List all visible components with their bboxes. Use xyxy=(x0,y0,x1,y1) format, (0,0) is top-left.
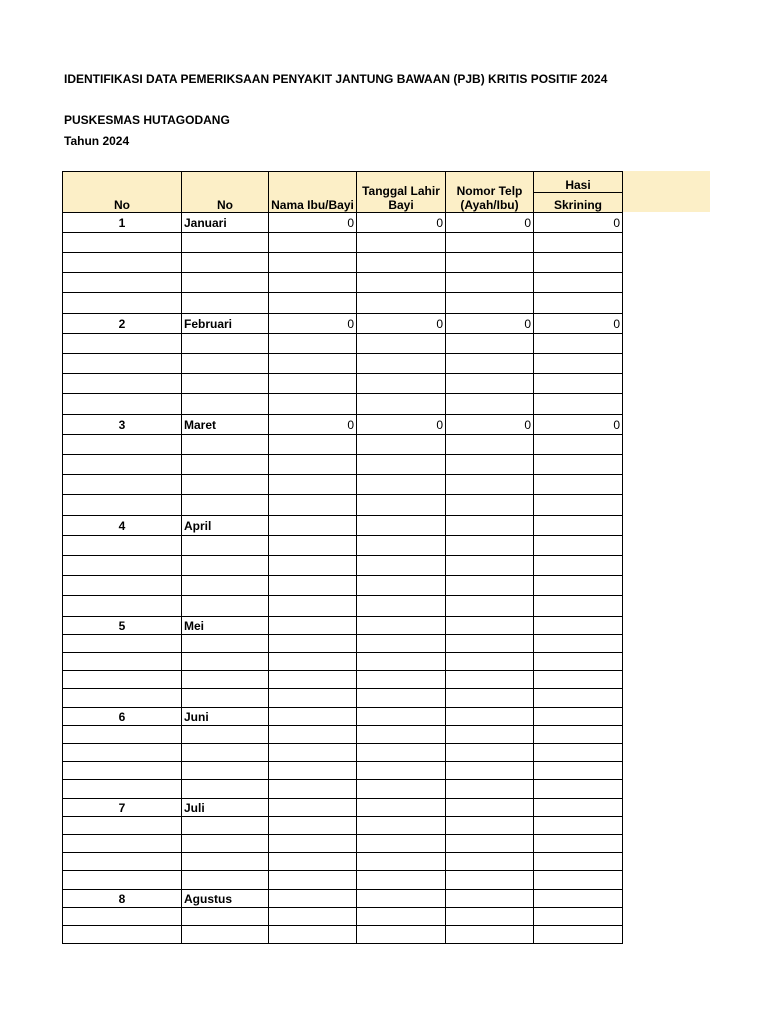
cell-empty[interactable] xyxy=(269,556,357,576)
header-birth-date: Tanggal Lahir Bayi xyxy=(357,172,446,213)
cell-empty[interactable] xyxy=(182,635,269,653)
table-body xyxy=(63,213,623,944)
cell-empty[interactable] xyxy=(182,744,269,762)
cell-empty[interactable] xyxy=(63,536,182,556)
cell-empty[interactable] xyxy=(446,435,534,455)
cell-empty[interactable] xyxy=(182,689,269,708)
cell-empty[interactable] xyxy=(446,596,534,617)
cell-empty[interactable] xyxy=(446,780,534,799)
cell-empty[interactable] xyxy=(534,926,623,944)
cell-no[interactable]: 4 xyxy=(63,516,182,536)
cell-value[interactable] xyxy=(446,708,534,726)
table-row xyxy=(63,596,623,617)
cell-empty[interactable] xyxy=(269,853,357,871)
cell-empty[interactable] xyxy=(63,334,182,354)
cell-empty[interactable] xyxy=(357,853,446,871)
cell-empty[interactable] xyxy=(63,817,182,835)
cell-empty[interactable] xyxy=(182,475,269,495)
cell-empty[interactable] xyxy=(534,475,623,495)
table-row-month xyxy=(63,617,623,635)
cell-empty[interactable] xyxy=(63,556,182,576)
cell-empty[interactable] xyxy=(446,455,534,475)
cell-empty[interactable] xyxy=(357,726,446,744)
cell-empty[interactable] xyxy=(357,475,446,495)
cell-value[interactable]: 0 xyxy=(534,314,623,334)
cell-empty[interactable] xyxy=(357,653,446,671)
cell-empty[interactable] xyxy=(534,908,623,926)
cell-empty[interactable] xyxy=(63,908,182,926)
cell-empty[interactable] xyxy=(182,908,269,926)
cell-empty[interactable] xyxy=(63,374,182,394)
cell-value[interactable] xyxy=(534,516,623,536)
cell-empty[interactable] xyxy=(357,780,446,799)
cell-empty[interactable] xyxy=(357,253,446,273)
cell-empty[interactable] xyxy=(269,596,357,617)
cell-empty[interactable] xyxy=(446,253,534,273)
cell-no[interactable]: 5 xyxy=(63,617,182,635)
cell-empty[interactable] xyxy=(269,780,357,799)
cell-empty[interactable] xyxy=(446,536,534,556)
cell-empty[interactable] xyxy=(446,835,534,853)
cell-empty[interactable] xyxy=(534,253,623,273)
cell-month[interactable]: Mei xyxy=(182,617,269,635)
cell-empty[interactable] xyxy=(534,726,623,744)
cell-empty[interactable] xyxy=(182,556,269,576)
cell-empty[interactable] xyxy=(269,253,357,273)
cell-empty[interactable] xyxy=(63,253,182,273)
cell-value[interactable] xyxy=(357,799,446,817)
table-row xyxy=(63,726,623,744)
header-phone: Nomor Telp (Ayah/Ibu) xyxy=(446,172,534,213)
cell-empty[interactable] xyxy=(446,853,534,871)
cell-empty[interactable] xyxy=(357,273,446,293)
cell-empty[interactable] xyxy=(357,596,446,617)
cell-empty[interactable] xyxy=(182,394,269,415)
cell-empty[interactable] xyxy=(446,334,534,354)
cell-empty[interactable] xyxy=(182,536,269,556)
table-row-month xyxy=(63,516,623,536)
table-row xyxy=(63,475,623,495)
cell-empty[interactable] xyxy=(182,273,269,293)
cell-value[interactable]: 0 xyxy=(357,213,446,233)
table-row xyxy=(63,273,623,293)
cell-empty[interactable] xyxy=(357,293,446,314)
table-row xyxy=(63,671,623,689)
cell-empty[interactable] xyxy=(182,233,269,253)
table-row-month xyxy=(63,799,623,817)
cell-empty[interactable] xyxy=(534,455,623,475)
cell-empty[interactable] xyxy=(63,744,182,762)
cell-empty[interactable] xyxy=(269,435,357,455)
cell-empty[interactable] xyxy=(269,671,357,689)
cell-empty[interactable] xyxy=(357,762,446,780)
cell-empty[interactable] xyxy=(63,596,182,617)
cell-empty[interactable] xyxy=(63,394,182,415)
cell-value[interactable] xyxy=(534,617,623,635)
cell-empty[interactable] xyxy=(269,835,357,853)
cell-empty[interactable] xyxy=(63,671,182,689)
cell-value[interactable] xyxy=(357,516,446,536)
cell-empty[interactable] xyxy=(269,475,357,495)
cell-empty[interactable] xyxy=(182,780,269,799)
cell-empty[interactable] xyxy=(534,871,623,890)
cell-empty[interactable] xyxy=(534,435,623,455)
cell-empty[interactable] xyxy=(63,293,182,314)
cell-month[interactable]: Februari xyxy=(182,314,269,334)
cell-value[interactable] xyxy=(446,617,534,635)
cell-empty[interactable] xyxy=(357,671,446,689)
cell-no[interactable]: 7 xyxy=(63,799,182,817)
cell-empty[interactable] xyxy=(534,780,623,799)
cell-empty[interactable] xyxy=(534,354,623,374)
cell-value[interactable] xyxy=(446,516,534,536)
cell-empty[interactable] xyxy=(63,354,182,374)
cell-value[interactable] xyxy=(357,617,446,635)
cell-empty[interactable] xyxy=(63,475,182,495)
table-row xyxy=(63,780,623,799)
table-row xyxy=(63,926,623,944)
table-row xyxy=(63,744,623,762)
cell-value[interactable]: 0 xyxy=(269,415,357,435)
cell-empty[interactable] xyxy=(182,293,269,314)
cell-empty[interactable] xyxy=(182,576,269,596)
cell-empty[interactable] xyxy=(269,635,357,653)
cell-empty[interactable] xyxy=(357,455,446,475)
cell-empty[interactable] xyxy=(534,689,623,708)
cell-empty[interactable] xyxy=(534,536,623,556)
cell-empty[interactable] xyxy=(269,293,357,314)
header-hasil: Hasi xyxy=(534,172,623,193)
cell-empty[interactable] xyxy=(269,653,357,671)
cell-empty[interactable] xyxy=(269,394,357,415)
cell-value[interactable] xyxy=(446,799,534,817)
cell-empty[interactable] xyxy=(269,926,357,944)
cell-empty[interactable] xyxy=(534,576,623,596)
cell-empty[interactable] xyxy=(446,671,534,689)
cell-value[interactable] xyxy=(534,708,623,726)
cell-value[interactable]: 0 xyxy=(269,213,357,233)
cell-empty[interactable] xyxy=(63,273,182,293)
cell-empty[interactable] xyxy=(63,780,182,799)
table-row-month xyxy=(63,708,623,726)
header-month: No xyxy=(182,172,269,213)
cell-empty[interactable] xyxy=(63,853,182,871)
cell-value[interactable] xyxy=(269,890,357,908)
cell-value[interactable]: 0 xyxy=(357,314,446,334)
cell-empty[interactable] xyxy=(269,495,357,516)
cell-empty[interactable] xyxy=(182,926,269,944)
cell-empty[interactable] xyxy=(63,835,182,853)
cell-empty[interactable] xyxy=(446,762,534,780)
table-row xyxy=(63,495,623,516)
table-row xyxy=(63,635,623,653)
cell-month[interactable]: April xyxy=(182,516,269,536)
cell-empty[interactable] xyxy=(63,689,182,708)
cell-empty[interactable] xyxy=(534,293,623,314)
cell-no[interactable]: 3 xyxy=(63,415,182,435)
cell-value[interactable]: 0 xyxy=(446,415,534,435)
table-row xyxy=(63,835,623,853)
cell-empty[interactable] xyxy=(269,334,357,354)
cell-month[interactable]: Juni xyxy=(182,708,269,726)
cell-empty[interactable] xyxy=(357,233,446,253)
cell-empty[interactable] xyxy=(357,374,446,394)
cell-empty[interactable] xyxy=(357,556,446,576)
header-no: No xyxy=(63,172,182,213)
table-row xyxy=(63,576,623,596)
table-row xyxy=(63,536,623,556)
cell-empty[interactable] xyxy=(446,908,534,926)
cell-empty[interactable] xyxy=(357,536,446,556)
cell-empty[interactable] xyxy=(269,273,357,293)
cell-empty[interactable] xyxy=(63,926,182,944)
cell-empty[interactable] xyxy=(182,435,269,455)
cell-empty[interactable] xyxy=(269,455,357,475)
cell-empty[interactable] xyxy=(446,576,534,596)
cell-empty[interactable] xyxy=(357,635,446,653)
cell-empty[interactable] xyxy=(534,495,623,516)
cell-month[interactable]: Januari xyxy=(182,213,269,233)
table-row xyxy=(63,354,623,374)
cell-value[interactable] xyxy=(534,799,623,817)
cell-empty[interactable] xyxy=(63,233,182,253)
cell-empty[interactable] xyxy=(63,635,182,653)
cell-empty[interactable] xyxy=(534,374,623,394)
cell-empty[interactable] xyxy=(534,671,623,689)
cell-value[interactable] xyxy=(357,708,446,726)
cell-empty[interactable] xyxy=(446,871,534,890)
cell-empty[interactable] xyxy=(446,726,534,744)
table-row-month xyxy=(63,890,623,908)
cell-empty[interactable] xyxy=(269,744,357,762)
table-row xyxy=(63,762,623,780)
cell-empty[interactable] xyxy=(534,762,623,780)
cell-empty[interactable] xyxy=(357,334,446,354)
cell-empty[interactable] xyxy=(63,726,182,744)
cell-empty[interactable] xyxy=(269,908,357,926)
cell-value[interactable] xyxy=(269,617,357,635)
cell-value[interactable] xyxy=(357,890,446,908)
cell-value[interactable] xyxy=(269,516,357,536)
cell-empty[interactable] xyxy=(269,817,357,835)
cell-empty[interactable] xyxy=(182,495,269,516)
year-label: Tahun 2024 xyxy=(64,134,130,148)
cell-empty[interactable] xyxy=(357,354,446,374)
cell-empty[interactable] xyxy=(63,455,182,475)
table-row xyxy=(63,653,623,671)
cell-empty[interactable] xyxy=(534,556,623,576)
cell-empty[interactable] xyxy=(269,233,357,253)
table-row xyxy=(63,394,623,415)
cell-value[interactable]: 0 xyxy=(269,314,357,334)
cell-empty[interactable] xyxy=(446,653,534,671)
cell-empty[interactable] xyxy=(357,394,446,415)
table-row xyxy=(63,435,623,455)
cell-value[interactable]: 0 xyxy=(446,314,534,334)
table-row xyxy=(63,689,623,708)
cell-empty[interactable] xyxy=(182,835,269,853)
table-row xyxy=(63,556,623,576)
cell-no[interactable]: 8 xyxy=(63,890,182,908)
cell-value[interactable]: 0 xyxy=(534,415,623,435)
cell-empty[interactable] xyxy=(269,354,357,374)
cell-empty[interactable] xyxy=(534,394,623,415)
cell-empty[interactable] xyxy=(63,871,182,890)
cell-empty[interactable] xyxy=(534,273,623,293)
cell-empty[interactable] xyxy=(446,293,534,314)
pjb-data-table xyxy=(62,171,623,944)
cell-empty[interactable] xyxy=(534,596,623,617)
cell-empty[interactable] xyxy=(269,762,357,780)
cell-empty[interactable] xyxy=(357,871,446,890)
table-row xyxy=(63,817,623,835)
cell-empty[interactable] xyxy=(534,233,623,253)
cell-empty[interactable] xyxy=(182,762,269,780)
cell-empty[interactable] xyxy=(446,926,534,944)
organization-name: PUSKESMAS HUTAGODANG xyxy=(64,113,230,127)
cell-empty[interactable] xyxy=(357,495,446,516)
cell-empty[interactable] xyxy=(182,374,269,394)
cell-empty[interactable] xyxy=(446,273,534,293)
cell-empty[interactable] xyxy=(446,354,534,374)
cell-empty[interactable] xyxy=(182,354,269,374)
cell-empty[interactable] xyxy=(357,835,446,853)
cell-empty[interactable] xyxy=(182,817,269,835)
cell-empty[interactable] xyxy=(63,653,182,671)
cell-month[interactable]: Agustus xyxy=(182,890,269,908)
cell-empty[interactable] xyxy=(182,871,269,890)
cell-empty[interactable] xyxy=(534,817,623,835)
cell-value[interactable]: 0 xyxy=(534,213,623,233)
cell-empty[interactable] xyxy=(269,871,357,890)
cell-empty[interactable] xyxy=(182,253,269,273)
cell-no[interactable]: 6 xyxy=(63,708,182,726)
header-skrining: Skrining xyxy=(534,193,623,213)
cell-empty[interactable] xyxy=(182,671,269,689)
cell-empty[interactable] xyxy=(534,835,623,853)
cell-empty[interactable] xyxy=(357,576,446,596)
cell-empty[interactable] xyxy=(534,635,623,653)
cell-empty[interactable] xyxy=(269,726,357,744)
table-row xyxy=(63,233,623,253)
cell-value[interactable]: 0 xyxy=(446,213,534,233)
cell-value[interactable]: 0 xyxy=(357,415,446,435)
cell-empty[interactable] xyxy=(269,689,357,708)
cell-empty[interactable] xyxy=(534,653,623,671)
table-row-month xyxy=(63,314,623,334)
table-row xyxy=(63,908,623,926)
cell-empty[interactable] xyxy=(534,853,623,871)
table-row xyxy=(63,871,623,890)
cell-empty[interactable] xyxy=(182,596,269,617)
cell-empty[interactable] xyxy=(182,455,269,475)
cell-empty[interactable] xyxy=(269,374,357,394)
cell-empty[interactable] xyxy=(446,495,534,516)
cell-empty[interactable] xyxy=(357,435,446,455)
cell-empty[interactable] xyxy=(446,635,534,653)
cell-empty[interactable] xyxy=(182,726,269,744)
cell-value[interactable] xyxy=(446,890,534,908)
cell-month[interactable]: Juli xyxy=(182,799,269,817)
cell-empty[interactable] xyxy=(63,576,182,596)
table-row xyxy=(63,853,623,871)
cell-empty[interactable] xyxy=(182,334,269,354)
table-row xyxy=(63,253,623,273)
cell-empty[interactable] xyxy=(534,744,623,762)
cell-empty[interactable] xyxy=(357,926,446,944)
cell-empty[interactable] xyxy=(182,653,269,671)
cell-empty[interactable] xyxy=(534,334,623,354)
cell-empty[interactable] xyxy=(357,817,446,835)
cell-empty[interactable] xyxy=(446,394,534,415)
cell-value[interactable] xyxy=(534,890,623,908)
table-row-month xyxy=(63,415,623,435)
table-row xyxy=(63,334,623,354)
header-name: Nama Ibu/Bayi xyxy=(269,172,357,213)
cell-empty[interactable] xyxy=(63,435,182,455)
cell-empty[interactable] xyxy=(446,689,534,708)
cell-empty[interactable] xyxy=(269,536,357,556)
table-row xyxy=(63,374,623,394)
cell-value[interactable] xyxy=(269,708,357,726)
table-row xyxy=(63,293,623,314)
cell-empty[interactable] xyxy=(446,233,534,253)
cell-empty[interactable] xyxy=(446,556,534,576)
cell-empty[interactable] xyxy=(446,817,534,835)
cell-empty[interactable] xyxy=(63,495,182,516)
cell-empty[interactable] xyxy=(357,689,446,708)
cell-empty[interactable] xyxy=(446,744,534,762)
cell-empty[interactable] xyxy=(446,475,534,495)
cell-month[interactable]: Maret xyxy=(182,415,269,435)
cell-no[interactable]: 1 xyxy=(63,213,182,233)
table-row-month xyxy=(63,213,623,233)
cell-value[interactable] xyxy=(269,799,357,817)
cell-empty[interactable] xyxy=(357,744,446,762)
document-title: IDENTIFIKASI DATA PEMERIKSAAN PENYAKIT JANTUNG BAWAAN (PJB) KRITIS POSITIF 2024 xyxy=(64,72,608,86)
cell-empty[interactable] xyxy=(182,853,269,871)
cell-empty[interactable] xyxy=(269,576,357,596)
cell-no[interactable]: 2 xyxy=(63,314,182,334)
table-row xyxy=(63,455,623,475)
cell-empty[interactable] xyxy=(63,762,182,780)
cell-empty[interactable] xyxy=(446,374,534,394)
cell-empty[interactable] xyxy=(357,908,446,926)
